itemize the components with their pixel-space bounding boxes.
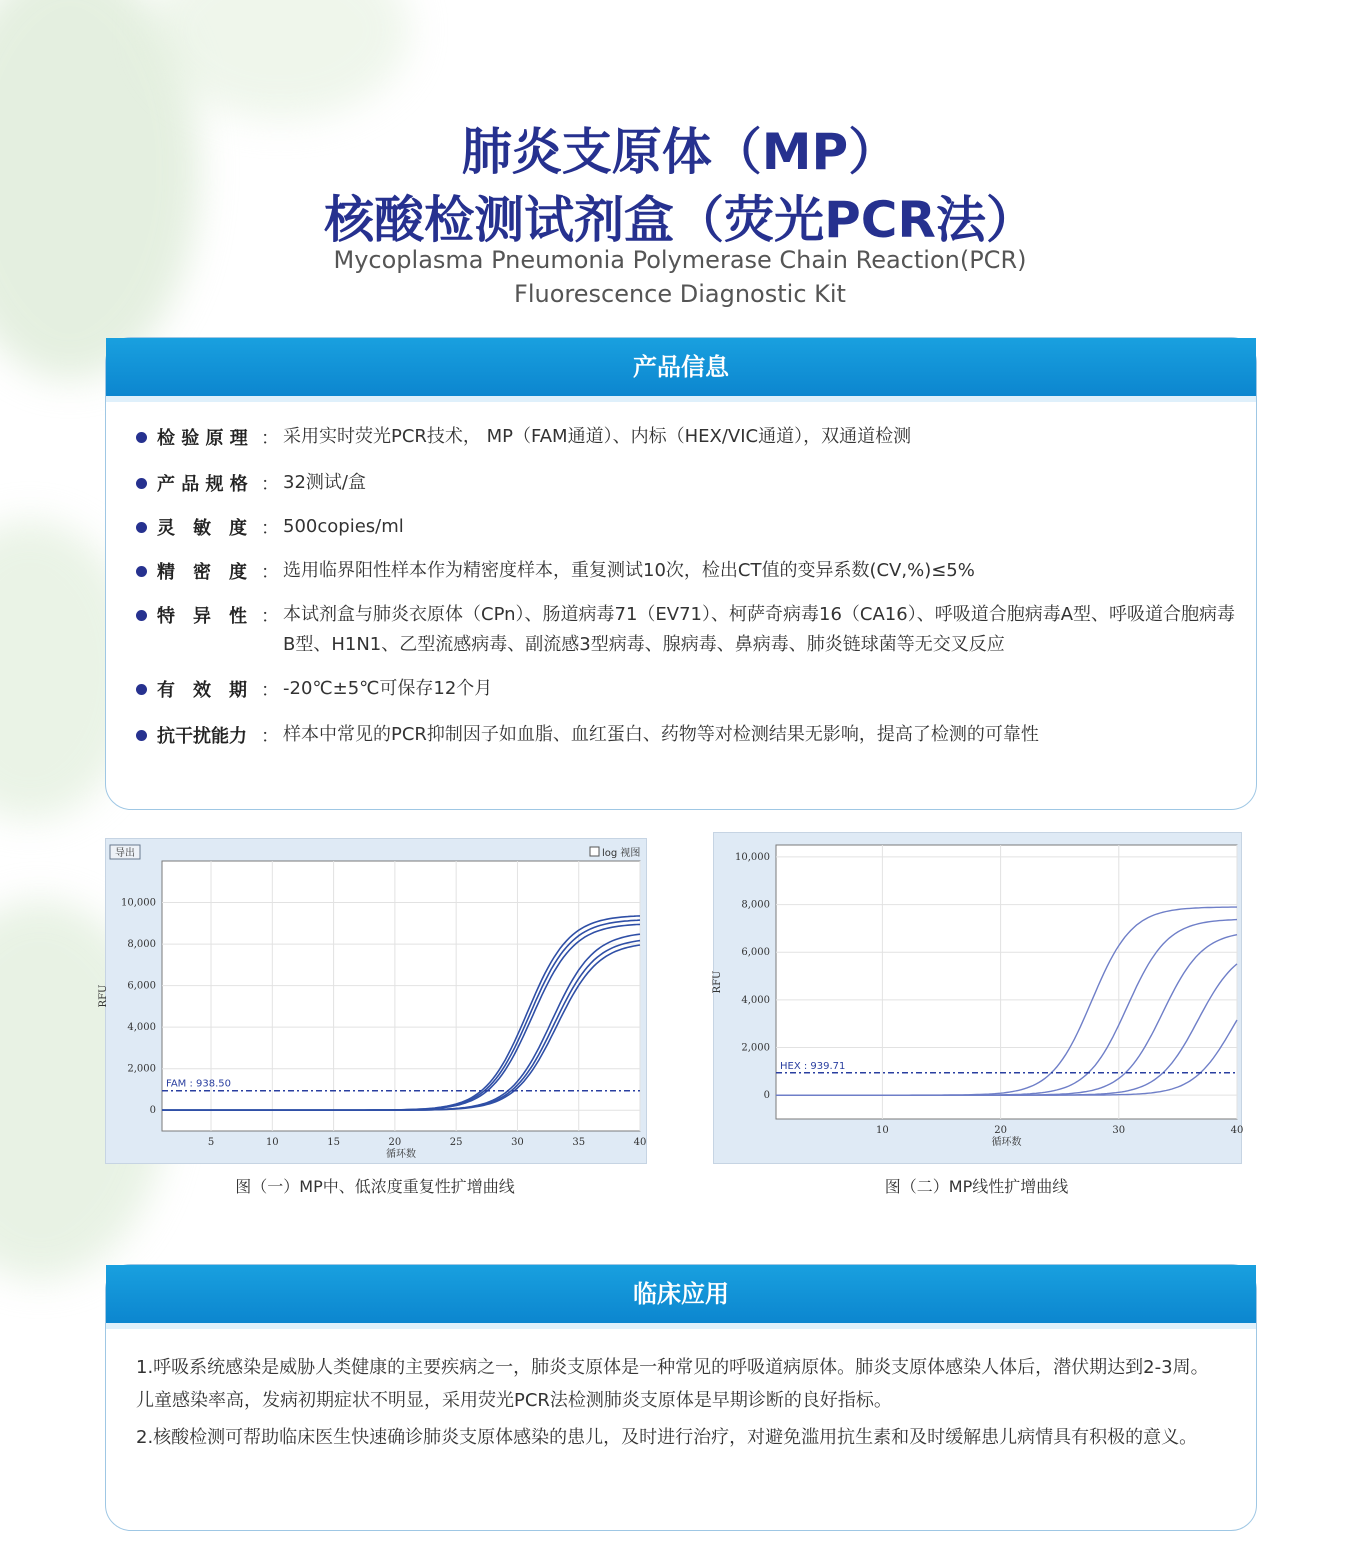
heading-divider xyxy=(106,1323,1256,1329)
x-axis-label: 循环数 xyxy=(991,1137,1022,1148)
figure-1-caption: 图（一）MP中、低浓度重复性扩增曲线 xyxy=(235,1177,515,1196)
page-title-line2: 核酸检测试剂盒（荧光PCR法） xyxy=(324,191,1036,249)
clinical-heading: 临床应用 xyxy=(106,1265,1256,1323)
y-tick-label: 4,000 xyxy=(741,994,770,1006)
export-button[interactable] xyxy=(110,845,140,859)
clinical-paragraph-1: 1.呼吸系统感染是威胁人类健康的主要疾病之一，肺炎支原体是一种常见的呼吸道病原体。肺炎支原体感染人体后，潜伏期达到2-3周。儿童感染率高，发病初期症状不明显，采用荧光PCR法检测肺炎支原体是早期诊断的良好指标。 xyxy=(136,1357,1209,1411)
colon: ： xyxy=(261,474,279,495)
heading-divider xyxy=(106,396,1256,402)
clinical-panel xyxy=(105,1264,1257,1531)
x-tick-label: 10 xyxy=(876,1125,889,1136)
y-tick-label: 8,000 xyxy=(127,939,156,951)
x-tick-label: 30 xyxy=(511,1137,524,1148)
info-value: 500copies/ml xyxy=(283,516,404,537)
bullet-icon xyxy=(136,478,147,489)
x-tick-label: 5 xyxy=(207,1137,215,1148)
page-subtitle-line2: Fluorescence Diagnostic Kit xyxy=(514,280,846,308)
colon: ： xyxy=(261,428,279,449)
info-label: 精 密 度 xyxy=(157,562,247,583)
bullet-icon xyxy=(136,432,147,443)
info-row xyxy=(136,514,1246,542)
y-axis-label: RFU xyxy=(712,970,723,994)
checkbox-box xyxy=(590,847,599,856)
info-row xyxy=(136,424,1246,452)
info-label: 特 异 性 xyxy=(157,606,247,627)
colon: ： xyxy=(261,726,279,747)
info-row xyxy=(136,722,1246,750)
page-title-line1: 肺炎支原体（MP） xyxy=(461,123,899,181)
y-tick-label: 0 xyxy=(763,1090,770,1102)
figure-2-caption: 图（二）MP线性扩增曲线 xyxy=(884,1177,1069,1196)
y-tick-label: 2,000 xyxy=(741,1042,770,1054)
colon: ： xyxy=(261,518,279,539)
info-value: 32测试/盒 xyxy=(283,472,366,493)
bullet-icon xyxy=(136,522,147,533)
x-tick-label: 20 xyxy=(994,1125,1007,1136)
x-tick-label: 40 xyxy=(1230,1125,1244,1136)
info-value: 本试剂盒与肺炎衣原体（CPn）、肠道病毒71（EV71）、柯萨奇病毒16（CA16）、呼吸道合胞病毒A型、呼吸道合胞病毒B型、H1N1、乙型流感病毒、副流感3型病毒、腺病毒、鼻病毒、肺炎链球菌等无交叉反应 xyxy=(283,604,1236,655)
bullet-icon xyxy=(136,730,147,741)
figure-2 xyxy=(713,832,1242,1164)
log-view-checkbox[interactable] xyxy=(590,847,640,859)
info-row xyxy=(136,602,1246,660)
threshold-label: HEX : 939.71 xyxy=(780,1060,846,1072)
info-value: 样本中常见的PCR抑制因子如血脂、血红蛋白、药物等对检测结果无影响，提高了检测的可靠性 xyxy=(283,724,1039,745)
info-label: 灵 敏 度 xyxy=(157,518,247,539)
info-row xyxy=(136,558,1246,586)
info-label: 产 品 规 格 xyxy=(157,474,248,495)
y-tick-label: 0 xyxy=(149,1105,156,1117)
export-button-label: 导出 xyxy=(115,848,135,859)
plot-area xyxy=(776,845,1237,1119)
info-label: 检 验 原 理 xyxy=(157,428,248,449)
colon: ： xyxy=(261,606,279,627)
x-tick-label: 40 xyxy=(633,1137,647,1148)
x-tick-label: 35 xyxy=(572,1137,586,1148)
info-row xyxy=(136,676,1246,704)
product-info-heading: 产品信息 xyxy=(106,338,1256,396)
x-tick-label: 30 xyxy=(1112,1125,1126,1136)
y-tick-label: 10,000 xyxy=(121,897,156,909)
y-tick-label: 6,000 xyxy=(127,980,156,992)
y-tick-label: 8,000 xyxy=(741,899,770,911)
x-tick-label: 10 xyxy=(265,1137,279,1148)
y-tick-label: 4,000 xyxy=(127,1022,156,1034)
y-tick-label: 6,000 xyxy=(741,947,770,959)
y-tick-label: 10,000 xyxy=(735,851,770,863)
clinical-paragraph-2: 2.核酸检测可帮助临床医生快速确诊肺炎支原体感染的患儿，及时进行治疗，对避免滥用抗生素和及时缓解患儿病情具有积极的意义。 xyxy=(136,1427,1198,1448)
x-tick-label: 15 xyxy=(327,1137,340,1148)
x-tick-label: 25 xyxy=(449,1137,463,1148)
page-subtitle-line1: Mycoplasma Pneumonia Polymerase Chain Reaction(PCR) xyxy=(333,246,1027,274)
chart-1-svg xyxy=(98,839,647,1163)
product-info-panel xyxy=(105,337,1257,810)
log-view-label: log 视图 xyxy=(602,848,641,859)
bullet-icon xyxy=(136,684,147,695)
info-value: 选用临界阳性样本作为精密度样本，重复测试10次，检出CT值的变异系数(CV,%)≤5% xyxy=(283,560,975,581)
chart-2-svg xyxy=(712,833,1244,1163)
figure-1 xyxy=(98,838,647,1164)
x-tick-label: 20 xyxy=(388,1137,402,1148)
colon: ： xyxy=(261,680,279,701)
info-value: 采用实时荧光PCR技术， MP（FAM通道）、内标（HEX/VIC通道），双通道检测 xyxy=(283,426,912,447)
bullet-icon xyxy=(136,610,147,621)
info-value: -20℃±5℃可保存12个月 xyxy=(283,678,493,699)
y-tick-label: 2,000 xyxy=(127,1063,156,1075)
info-label: 有 效 期 xyxy=(157,680,247,701)
info-label: 抗干扰能力 xyxy=(157,726,247,747)
bullet-icon xyxy=(136,566,147,577)
threshold-label: FAM : 938.50 xyxy=(166,1078,232,1090)
x-axis-label: 循环数 xyxy=(386,1149,416,1160)
info-row xyxy=(136,470,1246,498)
colon: ： xyxy=(261,562,279,583)
y-axis-label: RFU xyxy=(98,984,109,1008)
